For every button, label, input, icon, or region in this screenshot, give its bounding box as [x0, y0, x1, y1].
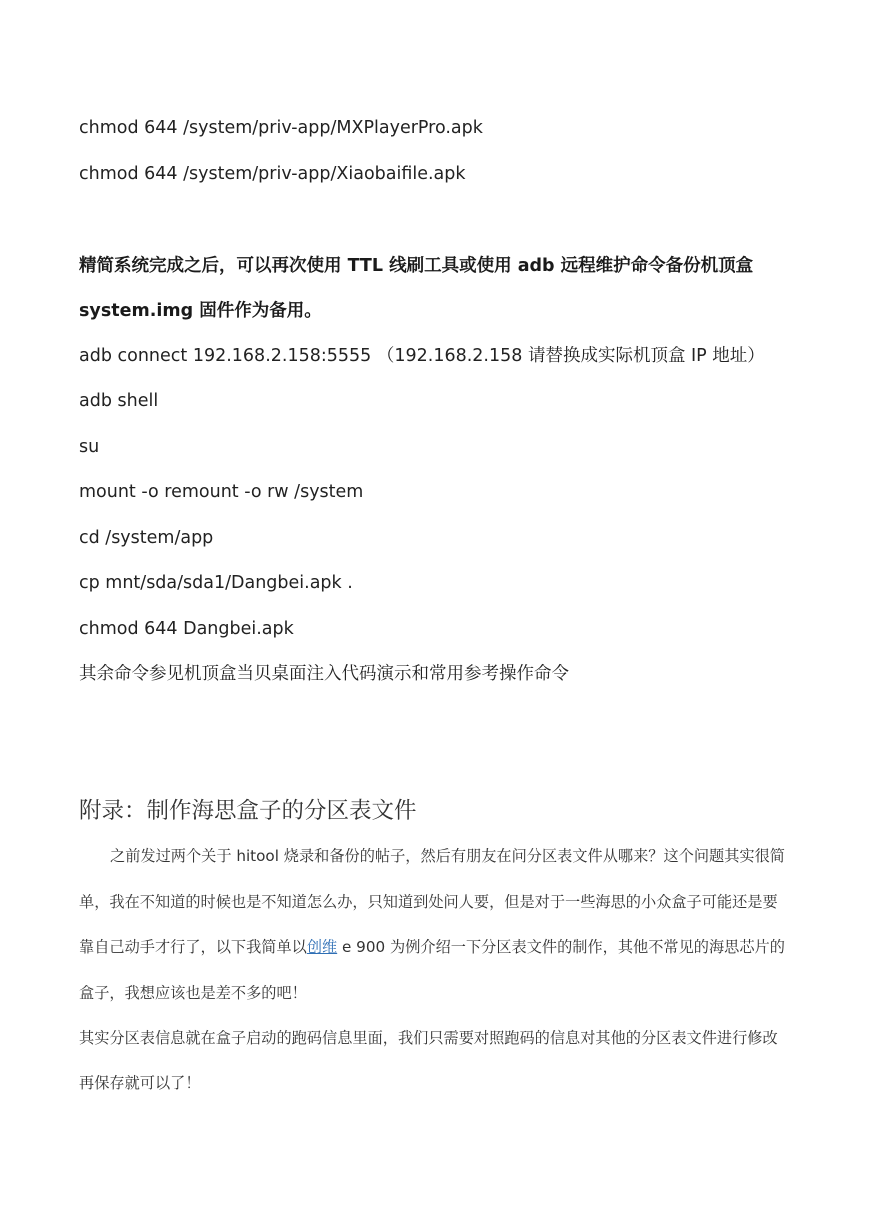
appendix-paragraph-1-line-3 [79, 935, 791, 959]
appendix-paragraph-1-line-4: 盒子，我想应该也是差不多的吧！ [79, 984, 307, 1002]
bold-note-line-2: system.img 固件作为备用。 [79, 301, 322, 321]
command-line-adb-shell: adb shell [79, 391, 159, 411]
command-line-mount: mount -o remount -o rw /system [79, 482, 364, 502]
skyworth-link[interactable]: 创维 [306, 938, 338, 956]
appendix-paragraph-1-line-2: 单，我在不知道的时候也是不知道怎么办，只知道到处问人要，但是对于一些海思的小众盒子可能还是要 [79, 893, 778, 911]
appendix-heading: 附录：制作海思盒子的分区表文件 [79, 798, 417, 824]
bold-note-line-1: 精简系统完成之后，可以再次使用 TTL 线刷工具或使用 adb 远程维护命令备份机顶盒 [79, 256, 754, 276]
command-line-adb-connect: adb connect 192.168.2.158:5555 （192.168.2.158 请替换成实际机顶盒 IP 地址） [79, 346, 765, 366]
reference-note: 其余命令参见机顶盒当贝桌面注入代码演示和常用参考操作命令 [79, 664, 569, 684]
appendix-paragraph-2-line-2: 再保存就可以了！ [79, 1074, 201, 1092]
command-line-chmod-xiaobaifile: chmod 644 /system/priv-app/Xiaobaifile.apk [79, 164, 466, 184]
appendix-paragraph-2-line-1: 其实分区表信息就在盒子启动的跑码信息里面，我们只需要对照跑码的信息对其他的分区表文件进行修改 [79, 1029, 778, 1047]
appendix-line-3-suffix: e 900 为例介绍一下分区表文件的制作，其他不常见的海思芯片的 [337, 938, 785, 956]
command-line-chmod-mxplayer: chmod 644 /system/priv-app/MXPlayerPro.apk [79, 118, 483, 138]
command-line-cd: cd /system/app [79, 528, 214, 548]
appendix-paragraph-1-line-1: 之前发过两个关于 hitool 烧录和备份的帖子，然后有朋友在问分区表文件从哪来？这个问题其实很简 [110, 847, 785, 865]
command-line-su: su [79, 437, 100, 457]
command-line-cp: cp mnt/sda/sda1/Dangbei.apk . [79, 573, 353, 593]
appendix-line-3-prefix: 靠自己动手才行了，以下我简单以 [79, 938, 307, 956]
command-line-chmod-dangbei: chmod 644 Dangbei.apk [79, 619, 294, 639]
